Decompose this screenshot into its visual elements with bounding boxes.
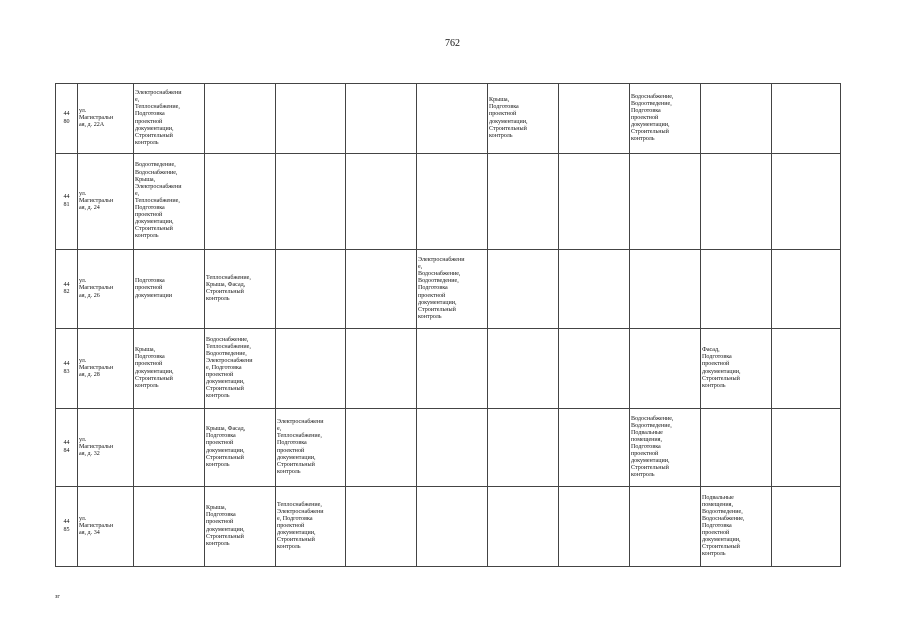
address-cell: ул. Магистральн ая, д. 34 — [78, 487, 134, 567]
work-cell — [630, 329, 701, 409]
work-cell — [346, 409, 417, 487]
work-cell — [630, 487, 701, 567]
work-cell — [772, 487, 841, 567]
work-cell: Теплоснабжение, Крыша, Фасад, Строительный контроль — [205, 250, 276, 329]
work-cell: Крыша, Подготовка проектной документации, Строительный контроль — [488, 84, 559, 154]
work-cell — [772, 154, 841, 250]
work-cell — [417, 84, 488, 154]
address-cell: ул. Магистральн ая, д. 26 — [78, 250, 134, 329]
work-cell: Водоснабжение, Теплоснабжение, Водоотведение, Электроснабжени е, Подготовка проектной документации, Строительный контроль — [205, 329, 276, 409]
row-number-cell: 44 81 — [56, 154, 78, 250]
work-cell — [772, 409, 841, 487]
work-cell — [346, 154, 417, 250]
page-number: 762 — [445, 38, 460, 49]
address-cell: ул. Магистральн ая, д. 32 — [78, 409, 134, 487]
table-row — [56, 409, 841, 487]
work-cell — [701, 154, 772, 250]
work-cell — [488, 487, 559, 567]
work-cell — [630, 154, 701, 250]
work-cell — [559, 250, 630, 329]
work-cell — [630, 250, 701, 329]
work-cell — [276, 154, 346, 250]
work-cell — [346, 487, 417, 567]
work-cell — [559, 329, 630, 409]
work-cell — [276, 329, 346, 409]
row-number-cell: 44 84 — [56, 409, 78, 487]
footer-mark: зг — [55, 594, 60, 600]
row-number-cell: 44 85 — [56, 487, 78, 567]
work-cell — [488, 250, 559, 329]
work-cell — [488, 409, 559, 487]
work-cell — [276, 84, 346, 154]
work-cell — [276, 250, 346, 329]
work-cell: Фасад, Подготовка проектной документации, Строительный контроль — [701, 329, 772, 409]
work-cell: Подготовка проектной документации — [134, 250, 205, 329]
work-cell: Крыша, Подготовка проектной документации, Строительный контроль — [205, 487, 276, 567]
work-cell: Электроснабжени е, Теплоснабжение, Подготовка проектной документации, Строительный контроль — [276, 409, 346, 487]
row-number-cell: 44 80 — [56, 84, 78, 154]
work-cell — [772, 84, 841, 154]
work-cell — [134, 487, 205, 567]
table-row — [56, 84, 841, 154]
table-row — [56, 329, 841, 409]
work-cell — [346, 329, 417, 409]
work-cell — [701, 84, 772, 154]
work-cell: Электроснабжени е, Водоснабжение, Водоотведение, Подготовка проектной документации, Строительный контроль — [417, 250, 488, 329]
work-cell: Крыша, Фасад, Подготовка проектной документации, Строительный контроль — [205, 409, 276, 487]
table-row — [56, 154, 841, 250]
work-cell — [346, 84, 417, 154]
work-cell — [417, 154, 488, 250]
work-cell — [559, 154, 630, 250]
work-cell: Электроснабжени е, Теплоснабжение, Подготовка проектной документации, Строительный контроль — [134, 84, 205, 154]
work-cell — [417, 409, 488, 487]
work-cell — [772, 250, 841, 329]
address-cell: ул. Магистральн ая, д. 22А — [78, 84, 134, 154]
work-cell: Водоснабжение, Водоотведение, Подготовка проектной документации, Строительный контроль — [630, 84, 701, 154]
table-row — [56, 487, 841, 567]
row-number-cell: 44 83 — [56, 329, 78, 409]
work-cell — [559, 409, 630, 487]
work-cell — [559, 487, 630, 567]
work-cell — [488, 329, 559, 409]
work-cell — [701, 250, 772, 329]
address-cell: ул. Магистральн ая, д. 28 — [78, 329, 134, 409]
work-cell — [488, 154, 559, 250]
row-number-cell: 44 82 — [56, 250, 78, 329]
work-cell: Подвальные помещения, Водоотведение, Водоснабжение, Подготовка проектной документации, Строительный контроль — [701, 487, 772, 567]
work-cell — [417, 487, 488, 567]
work-cell — [559, 84, 630, 154]
work-cell — [205, 154, 276, 250]
works-schedule-table — [55, 83, 841, 567]
work-cell — [417, 329, 488, 409]
work-cell — [205, 84, 276, 154]
address-cell: ул. Магистральн ая, д. 24 — [78, 154, 134, 250]
table-row — [56, 250, 841, 329]
work-cell — [346, 250, 417, 329]
work-cell: Теплоснабжение, Электроснабжени е, Подготовка проектной документации, Строительный контроль — [276, 487, 346, 567]
work-cell: Крыша, Подготовка проектной документации, Строительный контроль — [134, 329, 205, 409]
work-cell: Водоснабжение, Водоотведение, Подвальные помещения, Подготовка проектной документации, Строительный контроль — [630, 409, 701, 487]
work-cell: Водоотведение, Водоснабжение, Крыша, Электроснабжени е, Теплоснабжение, Подготовка проектной документации, Строительный контроль — [134, 154, 205, 250]
work-cell — [134, 409, 205, 487]
work-cell — [701, 409, 772, 487]
work-cell — [772, 329, 841, 409]
